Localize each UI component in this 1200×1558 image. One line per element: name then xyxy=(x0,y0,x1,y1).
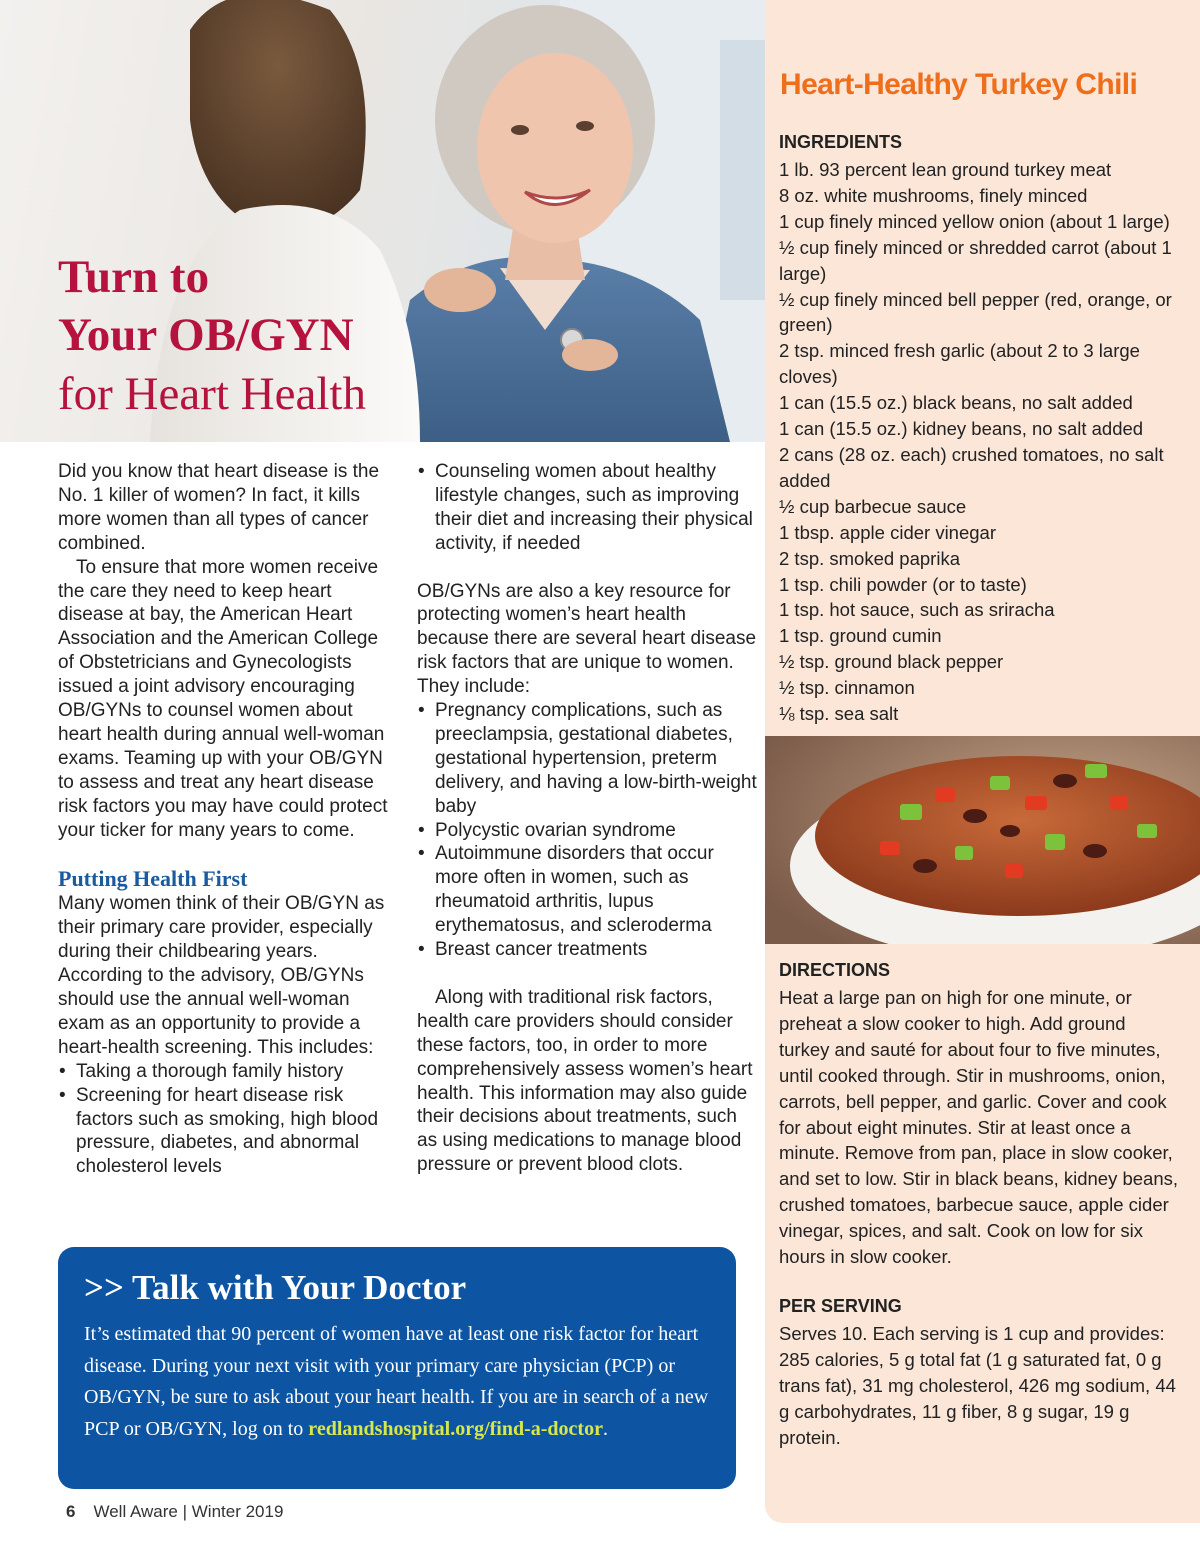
headline-line-1: Turn to xyxy=(58,251,210,303)
bullet-item: • Pregnancy complications, such as preeclampsia, gestational diabetes, gestational hypertension, preterm delivery, and having a low-birth-weight baby xyxy=(417,699,757,819)
ingredient-item: 1 tsp. ground cumin xyxy=(779,625,942,647)
find-a-doctor-link[interactable]: redlandshospital.org/find-a-doctor xyxy=(308,1417,603,1440)
risk-factor-list xyxy=(417,699,757,962)
intro-paragraph-1: Did you know that heart disease is the No. 1 killer of women? In fact, it kills more women than all types of cancer combined. xyxy=(58,461,380,554)
chili-bowl-illustration xyxy=(765,736,1200,944)
article-headline xyxy=(58,248,366,424)
talk-with-doctor-callout xyxy=(58,1247,736,1489)
ingredient-item: 1 cup finely minced yellow onion (about 1 large) xyxy=(779,210,1170,232)
directions-label: DIRECTIONS xyxy=(779,960,891,980)
chili-photo xyxy=(765,736,1200,944)
recipe-title: Heart-Healthy Turkey Chili xyxy=(780,68,1138,101)
section-paragraph: Many women think of their OB/GYN as their primary care provider, especially during their childbearing years. According to the advisory, OB/GYNs should use the annual well-woman exam as an opportunity to provide a heart-health screening. This includes: xyxy=(58,893,385,1058)
bullet-item: • Taking a thorough family history xyxy=(58,1060,398,1084)
ingredient-item: ½ cup barbecue sauce xyxy=(779,495,967,517)
intro-paragraph-2: To ensure that more women receive the care they need to keep heart disease at bay, the American Heart Association and the American College of Obstetricians and Gynecologists issued a joint advisory encouraging OB/GYNs to counsel women about heart health during annual well-woman exams. Teaming up with your OB/GYN to assess and treat any heart disease risk factors you may have could protect your ticker for many years to come. xyxy=(58,556,388,841)
ingredients-list xyxy=(779,157,1179,727)
callout-body xyxy=(84,1319,710,1445)
ingredients-label: INGREDIENTS xyxy=(779,132,903,152)
resource-paragraph: OB/GYNs are also a key resource for protecting women’s heart health because there are several heart disease risk factors that are unique to women. They include: xyxy=(417,580,757,698)
screening-bullet-list xyxy=(58,1060,398,1180)
closing-paragraph: Along with traditional risk factors, health care providers should consider these factors, too, in order to more comprehensively assess women’s heart health. This information may also guide their decisions about treatments, such as using medications to manage blood pressure or prevent blood clots. xyxy=(417,986,753,1176)
ingredient-item: 8 oz. white mushrooms, finely minced xyxy=(779,184,1088,206)
ingredient-item: ½ tsp. ground black pepper xyxy=(779,651,1004,673)
bullet-item: • Polycystic ovarian syndrome xyxy=(417,819,757,843)
ingredient-item: ½ tsp. cinnamon xyxy=(779,677,915,699)
ingredient-item: ½ cup finely minced bell pepper (red, orange, or green) xyxy=(779,288,1172,336)
page-footer xyxy=(66,1502,283,1522)
per-serving-label: PER SERVING xyxy=(779,1296,902,1316)
ingredient-item: 1 tbsp. apple cider vinegar xyxy=(779,521,996,543)
callout-period: . xyxy=(602,1417,608,1440)
ingredient-item: ½ cup finely minced or shredded carrot (about 1 large) xyxy=(779,236,1172,284)
publication-info: Well Aware | Winter 2019 xyxy=(93,1502,284,1521)
ingredient-item: 1 tsp. chili powder (or to taste) xyxy=(779,573,1027,595)
article-column-left xyxy=(58,460,398,1179)
article-column-middle xyxy=(417,460,757,1177)
bullet-item: • Autoimmune disorders that occur more often in women, such as rheumatoid arthritis, lupus erythematosus, and scleroderma xyxy=(417,842,757,938)
ingredient-item: 1 tsp. hot sauce, such as sriracha xyxy=(779,599,1055,621)
bullet-item: • Breast cancer treatments xyxy=(417,938,757,962)
ingredient-item: 2 tsp. minced fresh garlic (about 2 to 3 large cloves) xyxy=(779,340,1140,388)
ingredient-item: 1 lb. 93 percent lean ground turkey meat xyxy=(779,159,1112,180)
headline-line-3: for Heart Health xyxy=(58,368,366,420)
page-number: 6 xyxy=(66,1502,76,1521)
headline-line-2: Your OB/GYN xyxy=(58,309,354,361)
ingredient-item: 2 cans (28 oz. each) crushed tomatoes, no salt added xyxy=(779,443,1164,491)
bullet-item: • Screening for heart disease risk factors such as smoking, high blood pressure, diabetes, and abnormal cholesterol levels xyxy=(58,1084,398,1180)
section-subhead: Putting Health First xyxy=(58,866,248,892)
ingredient-item: 1 can (15.5 oz.) black beans, no salt added xyxy=(779,392,1133,414)
ingredient-item: 2 tsp. smoked paprika xyxy=(779,547,960,569)
callout-title: >> Talk with Your Doctor xyxy=(84,1268,467,1307)
directions-text: Heat a large pan on high for one minute, or preheat a slow cooker to high. Add ground turkey and sauté for about four to five minutes, until cooked through. Stir in mushrooms, onion, carrots, bell pepper, and garlic. Cover and cook for about eight minutes. Stir at least once a minute. Remove from pan, place in slow cooker, and set to low. Stir in black beans, kidney beans, crushed tomatoes, barbecue sauce, apple cider vinegar, spices, and salt. Cook on low for six hours in slow cooker. xyxy=(779,987,1179,1268)
bullet-item: • Counseling women about healthy lifestyle changes, such as improving their diet and increasing their physical activity, if needed xyxy=(417,460,757,556)
ingredient-item: ⅛ tsp. sea salt xyxy=(779,703,899,725)
per-serving-text: Serves 10. Each serving is 1 cup and provides: 285 calories, 5 g total fat (1 g saturated fat, 0 g trans fat), 31 mg cholesterol, 426 mg sodium, 44 g carbohydrates, 11 g fiber, 8 g sugar, 19 g protein. xyxy=(779,1323,1176,1448)
screening-bullet-list-cont xyxy=(417,460,757,556)
callout-text: It’s estimated that 90 percent of women have at least one risk factor for heart disease. During your next visit with your primary care physician (PCP) or OB/GYN, be sure to ask about your heart health. If you are in search of a new PCP or OB/GYN, log on to xyxy=(84,1323,709,1440)
ingredient-item: 1 can (15.5 oz.) kidney beans, no salt added xyxy=(779,418,1144,440)
